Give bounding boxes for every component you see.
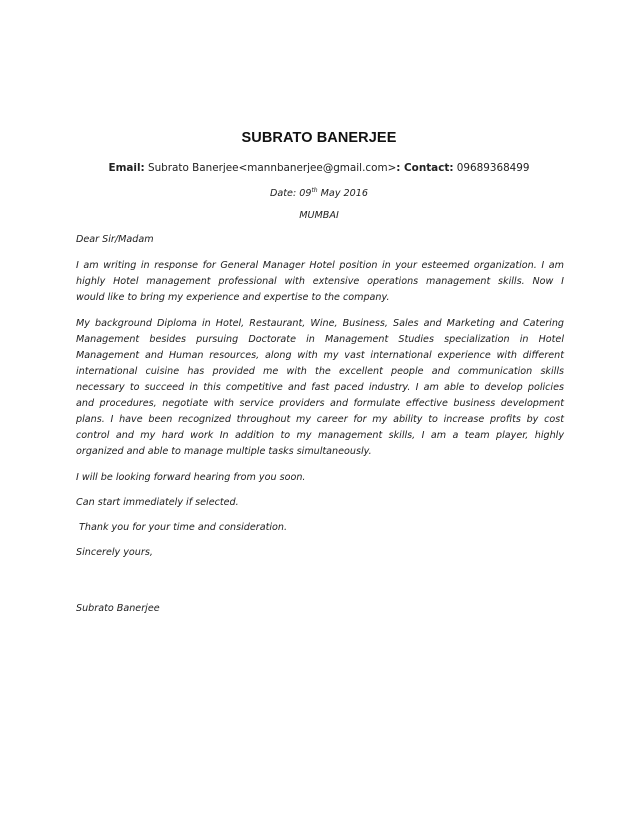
paragraph-line: I am writing in response for General Manager Hotel position in your esteemed organization. I am: [76, 260, 564, 271]
letter-date: [0, 188, 638, 199]
salutation: Dear Sir/Madam: [76, 234, 154, 245]
paragraph-line: plans. I have been recognized throughout my career for my ability to increase profits by cost: [76, 414, 564, 425]
signature-name: Subrato Banerjee: [76, 603, 160, 614]
paragraph-line: would like to bring my experience and expertise to the company.: [76, 292, 390, 303]
closing-thanks: Thank you for your time and consideration.: [76, 522, 288, 533]
letter-city: MUMBAI: [299, 210, 339, 221]
closing-look-forward: I will be looking forward hearing from you soon.: [76, 472, 306, 483]
paragraph-line: Management besides pursuing Doctorate in Management Studies specialization in Hotel: [76, 334, 564, 345]
date-prefix: Date: 09: [270, 188, 312, 199]
paragraph-intro: [76, 258, 564, 306]
paragraph-line: organized and able to manage multiple tasks simultaneously.: [76, 446, 372, 457]
sign-off: Sincerely yours,: [76, 547, 153, 558]
contact-line: [0, 162, 638, 174]
paragraph-line: international cuisine has provided me with the excellent people and communication skills: [76, 366, 564, 377]
contact-label: : Contact:: [396, 162, 454, 174]
paragraph-line: Management and Human resources, along with my vast international experience with different: [76, 350, 564, 361]
closing-availability: Can start immediately if selected.: [76, 497, 239, 508]
applicant-name: SUBRATO BANERJEE: [241, 130, 397, 146]
date-suffix: May 2016: [317, 188, 368, 199]
date-ordinal: th: [311, 186, 318, 194]
letter-body: [76, 232, 564, 617]
email-value: Subrato Banerjee<mannbanerjee@gmail.com>: [144, 162, 397, 174]
paragraph-line: highly Hotel management professional with extensive operations management skills. Now I: [76, 276, 564, 287]
paragraph-line: necessary to succeed in this competitive and fast paced industry. I am able to develop policies: [76, 382, 564, 393]
paragraph-line: My background Diploma in Hotel, Restaurant, Wine, Business, Sales and Marketing and Catering: [76, 318, 564, 329]
paragraph-background: [76, 316, 564, 460]
contact-value: 09689368499: [453, 162, 530, 174]
paragraph-line: control and my hard work In addition to my management skills, I am a team player, highly: [76, 430, 564, 441]
email-label: Email:: [108, 162, 145, 174]
paragraph-line: and procedures, negotiate with service providers and formulate effective business development: [76, 398, 564, 409]
